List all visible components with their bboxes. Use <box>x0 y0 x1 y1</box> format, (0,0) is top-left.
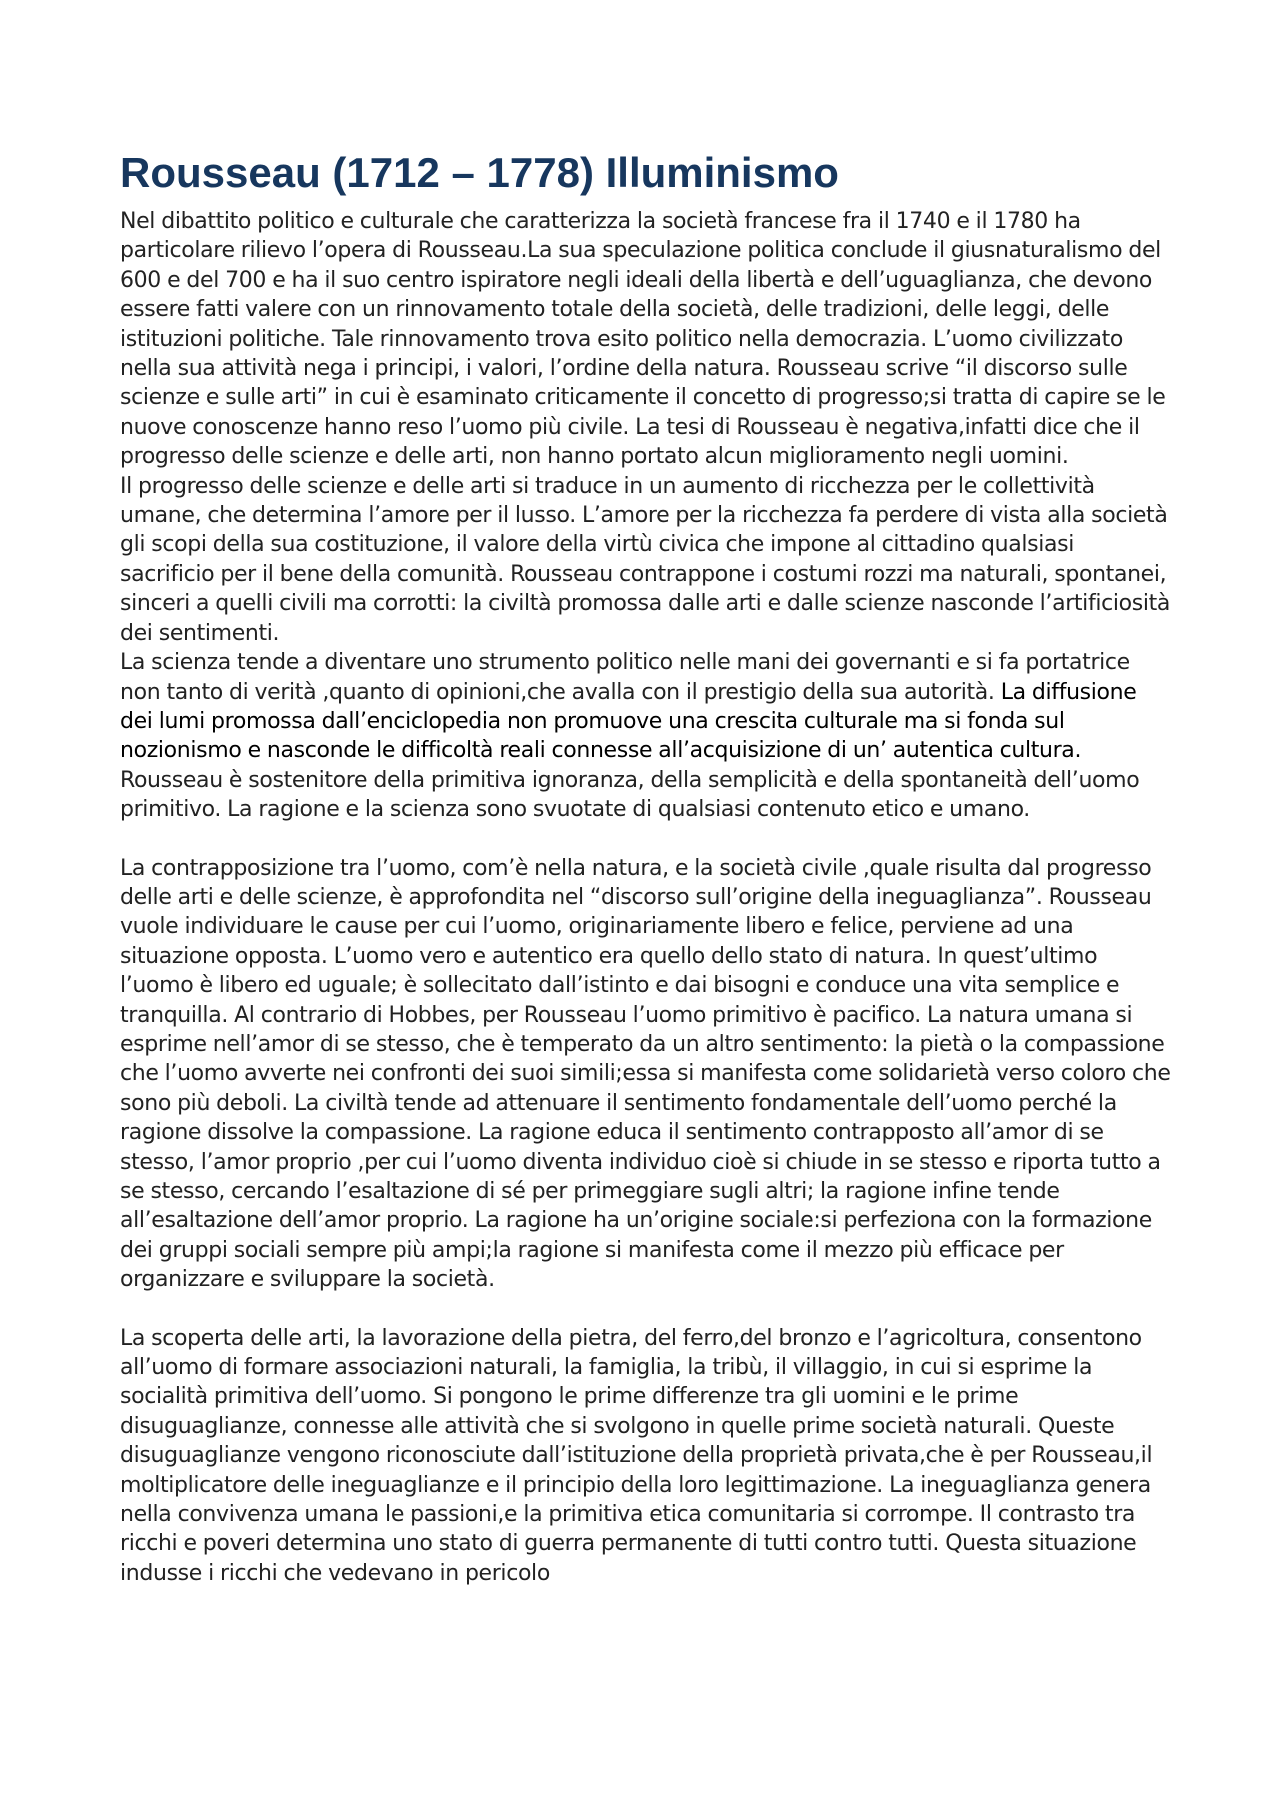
paragraph-3 <box>120 648 1172 824</box>
paragraph-2: Il progresso delle scienze e delle arti si traduce in un aumento di ricchezza per le collettività umane, che determina l’amore per il lusso. L’amore per la ricchezza fa perdere di vista alla società gli scopi della sua costituzione, il valore della virtù civica che impone al cittadino qualsiasi sacrificio per il bene della comunità. Rousseau contrappone i costumi rozzi ma naturali, spontanei, sinceri a quelli civili ma corrotti: la civiltà promossa dalle arti e dalle scienze nasconde l’artificiosità dei sentimenti. <box>120 473 1170 646</box>
paragraph-spacer <box>120 825 1172 854</box>
paragraph-5: La scoperta delle arti, la lavorazione della pietra, del ferro,del bronzo e l’agricoltura, consentono all’uomo di formare associazioni naturali, la famiglia, la tribù, il villaggio, in cui si esprime la socialità primitiva dell’uomo. Si pongono le prime differenze tra gli uomini e le prime disuguaglianze, connesse alle attività che si svolgono in quelle prime società naturali. Queste disuguaglianze vengono riconosciute dall’istituzione della proprietà privata,che è per Rousseau,il moltiplicatore delle ineguaglianze e il principio della loro legittimazione. La ineguaglianza genera nella convivenza umana le passioni,e la primitiva etica comunitaria si corrompe. Il contrasto tra ricchi e poveri determina uno stato di guerra permanente di tutti contro tutti. Questa situazione indusse i ricchi che vedevano in pericolo <box>120 1325 1153 1586</box>
paragraph-3-emphasis: La diffusione dei lumi promossa dall’enciclopedia non promuove una crescita culturale ma si fonda sul nozionismo e nasconde le difficoltà reali connesse all’acquisizione di un’ autentica cultura. <box>120 679 1137 764</box>
paragraph-3-text-a: La scienza tende a diventare uno strumento politico nelle mani dei governanti e si fa portatrice non tanto di verità ,quanto di opinioni,che avalla con il prestigio della sua autorità. <box>120 650 1130 705</box>
paragraph-spacer <box>120 1295 1172 1324</box>
paragraph-4: La contrapposizione tra l’uomo, com’è nella natura, e la società civile ,quale risulta dal progresso delle arti e delle scienze, è approfondita nel “discorso sull’origine della ineguaglianza”. Rousseau vuole individuare le cause per cui l’uomo, originariamente libero e felice, perviene ad una situazione opposta. L’uomo vero e autentico era quello dello stato di natura. In quest’ultimo l’uomo è libero ed uguale; è sollecitato dall’istinto e dai bisogni e conduce una vita semplice e tranquilla. Al contrario di Hobbes, per Rousseau l’uomo primitivo è pacifico. La natura umana si esprime nell’amor di se stesso, che è temperato da un altro sentimento: la pietà o la compassione che l’uomo avverte nei confronti dei suoi simili;essa si manifesta come solidarietà verso coloro che sono più deboli. La civiltà tende ad attenuare il sentimento fondamentale dell’uomo perché la ragione dissolve la compassione. La ragione educa il sentimento contrapposto all’amor di se stesso, l’amor proprio ,per cui l’uomo diventa individuo cioè si chiude in se stesso e riporta tutto a se stesso, cercando l’esaltazione di sé per primeggiare sugli altri; la ragione infine tende all’esaltazione dell’amor proprio. La ragione ha un’origine sociale:si perfeziona con la formazione dei gruppi sociali sempre più ampi;la ragione si manifesta come il mezzo più efficace per organizzare e sviluppare la società. <box>120 855 1171 1293</box>
paragraph-3-text-b: Rousseau è sostenitore della primitiva ignoranza, della semplicità e della spontaneità dell’uomo primitivo. La ragione e la scienza sono svuotate di qualsiasi contenuto etico e umano. <box>120 767 1140 823</box>
document-body <box>120 148 1172 1588</box>
paragraph-1: Nel dibattito politico e culturale che caratterizza la società francese fra il 1740 e il 1780 ha particolare rilievo l’opera di Rousseau.La sua speculazione politica conclude il giusnaturalismo del 600 e del 700 e ha il suo centro ispiratore negli ideali della libertà e dell’uguaglianza, che devono essere fatti valere con un rinnovamento totale della società, delle tradizioni, delle leggi, delle istituzioni politiche. Tale rinnovamento trova esito politico nella democrazia. L’uomo civilizzato nella sua attività nega i principi, i valori, l’ordine della natura. Rousseau scrive “il discorso sulle scienze e sulle arti” in cui è esaminato criticamente il concetto di progresso;si tratta di capire se le nuove conoscenze hanno reso l’uomo più civile. La tesi di Rousseau è negativa,infatti dice che il progresso delle scienze e delle arti, non hanno portato alcun miglioramento negli uomini. <box>120 209 1166 470</box>
page-title: Rousseau (1712 – 1778) Illuminismo <box>120 149 839 196</box>
